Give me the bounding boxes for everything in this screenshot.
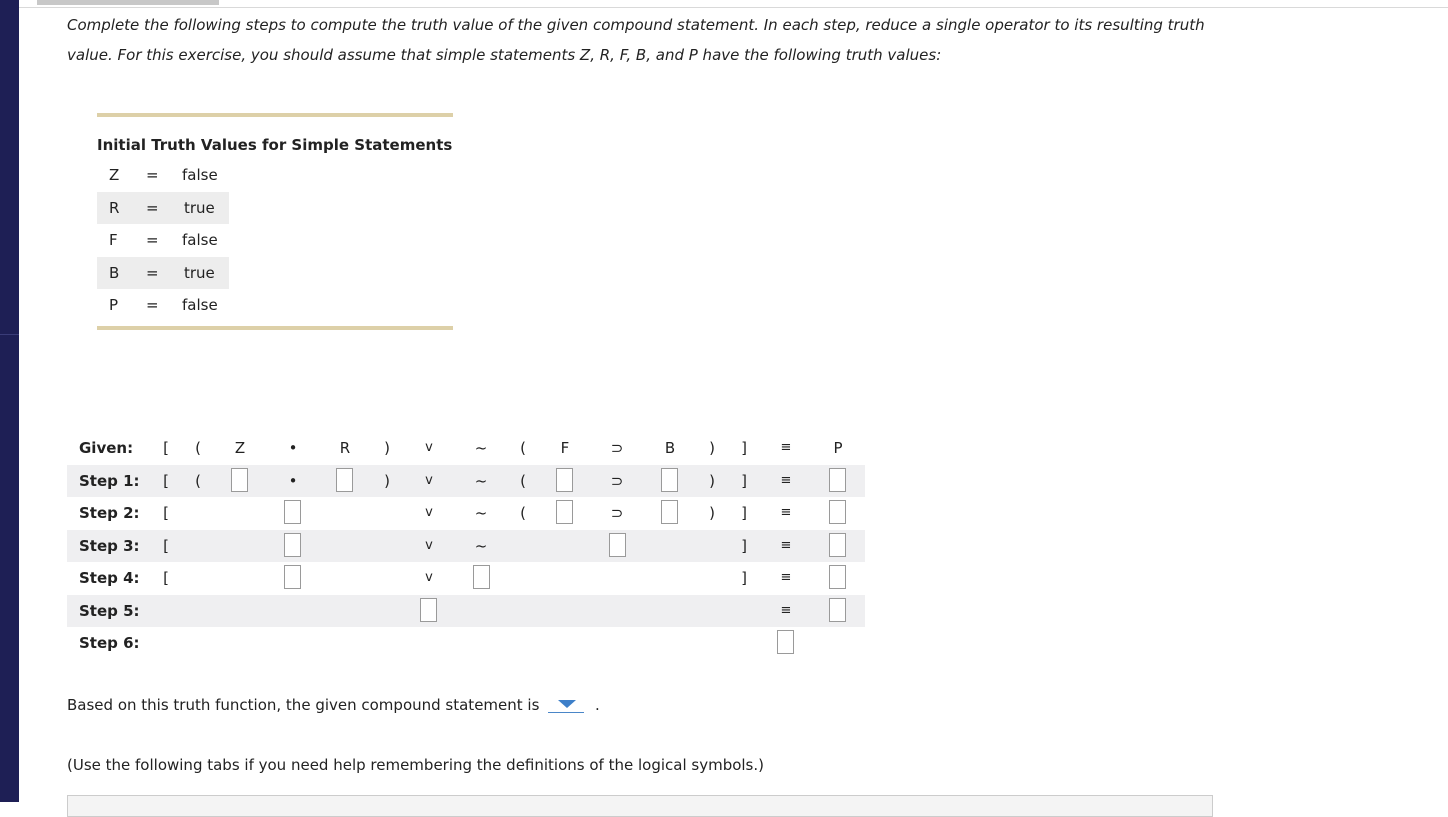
truth-row-f [97,224,229,257]
disjunction-wedge: v [425,538,433,553]
open-paren: ( [195,439,201,457]
left-sidebar-bar [0,0,19,802]
step-5-p-input[interactable] [829,598,846,622]
step-1-f-input[interactable] [556,468,573,492]
open-bracket: [ [163,537,169,555]
step-label: Step 2: [79,504,140,522]
disjunction-wedge: v [425,505,433,520]
step-1-r-input[interactable] [336,468,353,492]
equals-sign: = [146,198,159,217]
negation-tilde: ~ [474,472,488,490]
truth-value: false [182,166,218,184]
variable-z: Z [234,439,246,457]
table-top-rule [97,113,453,117]
step-1-z-input[interactable] [231,468,248,492]
horizontal-scrollbar[interactable] [37,0,219,5]
close-paren: ) [709,439,715,457]
biconditional-triple-bar: ≡ [780,603,792,618]
close-bracket: ] [741,569,747,587]
open-paren: ( [520,472,526,490]
close-paren: ) [709,472,715,490]
conditional-horseshoe: ⊃ [610,472,624,490]
equals-sign: = [146,296,159,314]
close-paren: ) [709,504,715,522]
step-4-row [67,562,865,594]
open-bracket: [ [163,569,169,587]
table-bottom-rule [97,326,453,330]
close-paren: ) [384,439,390,457]
conditional-horseshoe: ⊃ [610,504,624,522]
step-4-p-input[interactable] [829,565,846,589]
truth-value: false [182,231,218,249]
step-2-conjunction-input[interactable] [284,500,301,524]
negation-tilde: ~ [474,439,488,457]
step-2-f-input[interactable] [556,500,573,524]
conclusion-text: Based on this truth function, the given compound statement is [67,696,540,714]
biconditional-triple-bar: ≡ [780,505,792,520]
step-6-final-input[interactable] [777,630,794,654]
step-label: Step 5: [79,602,140,620]
truth-value: true [184,263,215,282]
close-bracket: ] [741,537,747,555]
disjunction-wedge: v [425,570,433,585]
equals-sign: = [146,263,159,282]
biconditional-triple-bar: ≡ [780,440,792,455]
variable-label: B [109,263,120,282]
disjunction-wedge: v [425,473,433,488]
truth-row-p [97,289,229,322]
negation-tilde: ~ [474,537,488,555]
step-3-conditional-input[interactable] [609,533,626,557]
step-5-disjunction-input[interactable] [420,598,437,622]
variable-r: R [339,439,351,457]
step-3-p-input[interactable] [829,533,846,557]
step-4-negation-input[interactable] [473,565,490,589]
conjunction-dot: • [288,472,298,490]
conjunction-dot: • [288,439,298,457]
step-label: Step 6: [79,634,140,652]
variable-b: B [664,439,676,457]
variable-label: Z [109,166,120,184]
biconditional-triple-bar: ≡ [780,570,792,585]
close-bracket: ] [741,439,747,457]
step-1-p-input[interactable] [829,468,846,492]
biconditional-triple-bar: ≡ [780,538,792,553]
negation-tilde: ~ [474,504,488,522]
truth-row-b [97,257,229,290]
open-paren: ( [195,472,201,490]
variable-label: R [109,198,120,217]
truth-row-r [97,192,229,225]
step-5-row [67,595,865,627]
truth-value: false [182,296,218,314]
sidebar-divider [0,334,19,335]
open-bracket: [ [163,439,169,457]
conclusion-sentence [67,694,600,716]
open-paren: ( [520,504,526,522]
truth-row-z [97,159,229,192]
instructions-text: Complete the following steps to compute the truth value of the given compound statement. In each step, reduce a single operator to its resulting truth value. For this exercise, you should assume that simple statements Z, R, F, B, and P have the following truth values: [67,16,1205,64]
disjunction-wedge: v [425,440,433,455]
step-3-conjunction-input[interactable] [284,533,301,557]
close-bracket: ] [741,504,747,522]
open-bracket: [ [163,504,169,522]
variable-p: P [833,439,843,457]
step-4-conjunction-input[interactable] [284,565,301,589]
step-3-row [67,530,865,562]
statement-type-dropdown[interactable] [548,694,584,713]
equals-sign: = [146,166,159,184]
step-label: Step 3: [79,537,140,555]
truth-values-table [97,113,453,322]
biconditional-triple-bar: ≡ [780,473,792,488]
step-6-row [67,627,865,659]
variable-f: F [560,439,570,457]
step-2-p-input[interactable] [829,500,846,524]
close-bracket: ] [741,472,747,490]
variable-label: F [109,231,118,249]
given-row [67,432,865,464]
open-bracket: [ [163,472,169,490]
step-label: Step 4: [79,569,140,587]
table-title: Initial Truth Values for Simple Statements [97,136,453,154]
truth-value: true [184,198,215,217]
open-paren: ( [520,439,526,457]
variable-label: P [109,296,119,314]
conditional-horseshoe: ⊃ [610,439,624,457]
step-1-row [67,465,865,497]
period: . [594,696,600,714]
step-1-b-input[interactable] [661,468,678,492]
step-label: Step 1: [79,472,140,490]
equals-sign: = [146,231,159,249]
top-divider [19,7,1448,8]
symbol-definitions-tabs[interactable] [67,795,1213,817]
help-note: (Use the following tabs if you need help remembering the definitions of the logical symbols.) [67,756,764,774]
close-paren: ) [384,472,390,490]
step-2-row [67,497,865,529]
step-2-b-input[interactable] [661,500,678,524]
step-label: Given: [79,439,134,457]
